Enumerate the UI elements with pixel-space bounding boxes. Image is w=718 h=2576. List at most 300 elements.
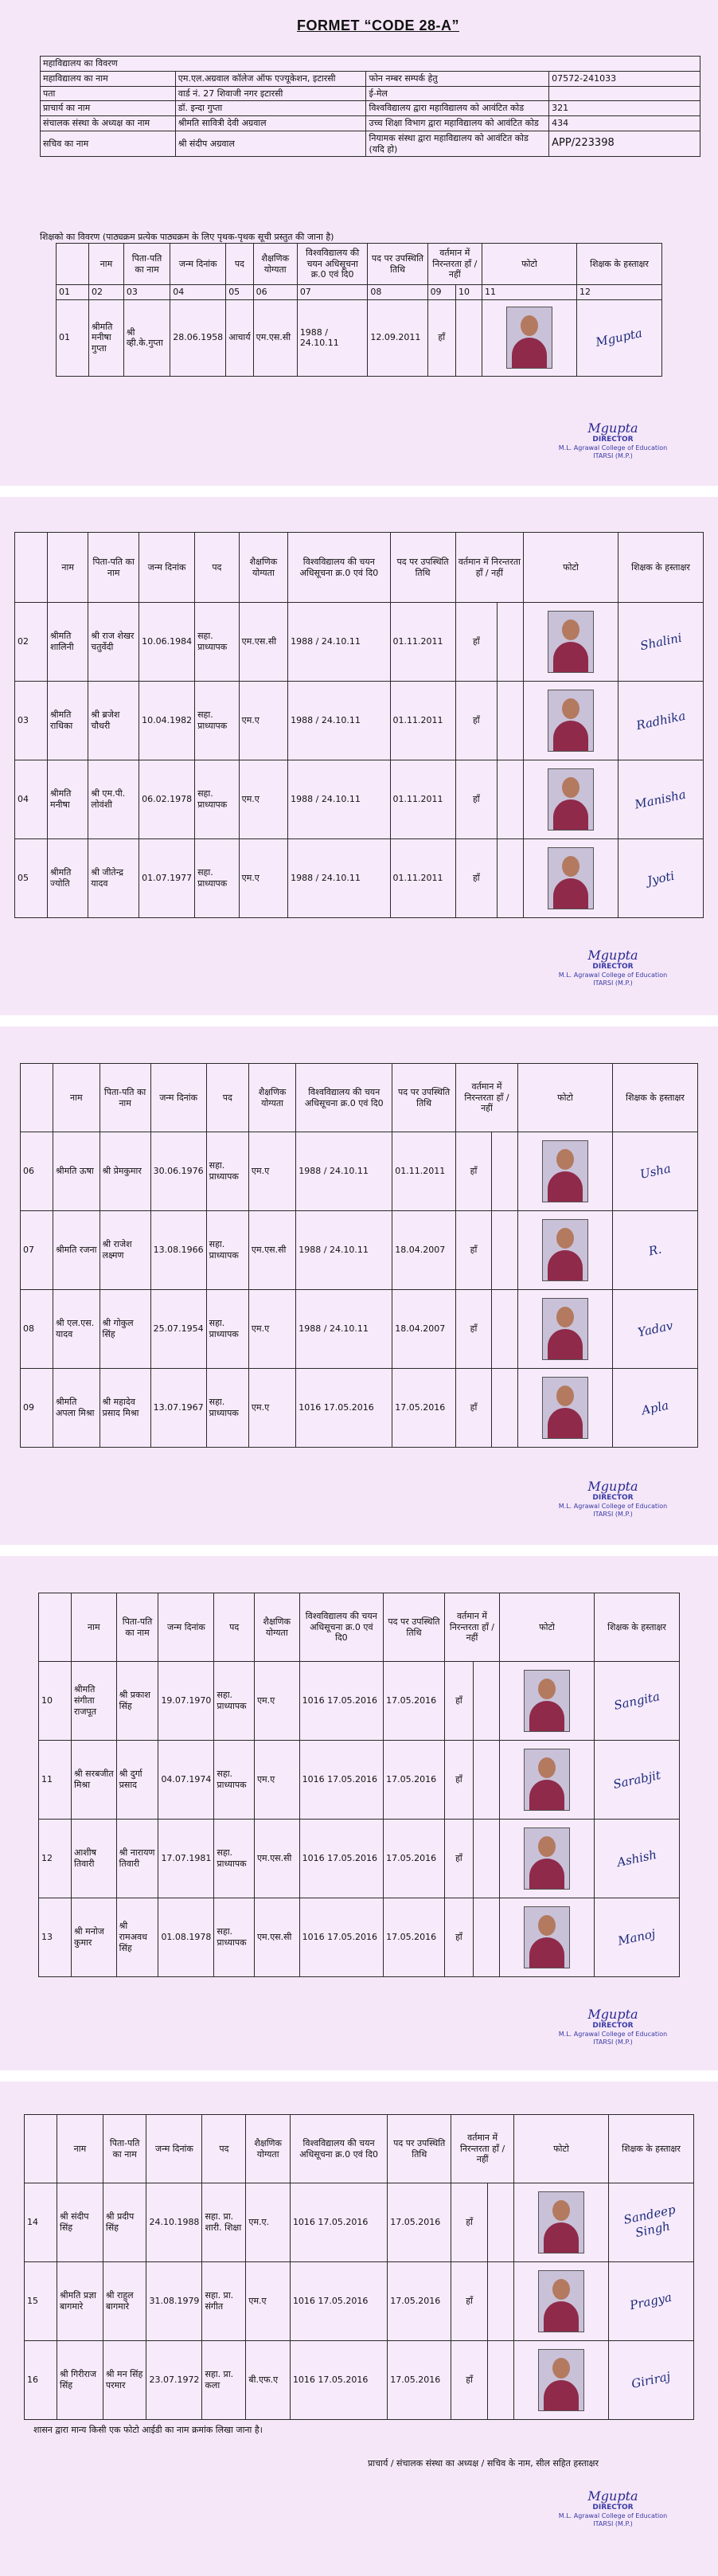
header-join: पद पर उपस्थिति तिथि [390,533,455,603]
cell-approval: 1016 17.05.2016 [299,1662,384,1741]
header-post: पद [206,1064,248,1132]
cell-join: 17.05.2016 [388,2262,451,2341]
cell-approval: 1016 17.05.2016 [299,1898,384,1977]
teacher-photo [538,2191,584,2254]
cell-status: हाँ [444,1898,473,1977]
cell-status: हाँ [444,1662,473,1741]
teacher-photo [506,307,552,369]
cell-post: सहा. प्राध्यापक [195,682,240,760]
cell-post: सहा. प्राध्यापक [206,1211,248,1290]
teacher-photo [548,611,594,673]
page-divider [0,486,718,497]
cell-name: श्री संदीप सिंह [57,2183,103,2262]
teacher-photo [538,2349,584,2411]
cell-qual: एम.एस.सी [254,1898,299,1977]
header-continuity: वर्तमान में निरन्तरता हाँ / नहीं [427,244,482,285]
cell-post: सहा. प्रा. कला [202,2341,246,2420]
cell-name: श्रीमति मनीषा गुप्ता [89,299,124,376]
cell-status: हाँ [455,603,497,682]
cell-approval: 1988 / 24.10.11 [296,1290,392,1369]
cell-approval: 1988 / 24.10.11 [296,1211,392,1290]
cell-dob: 19.07.1970 [158,1662,214,1741]
phone-label: फोन नम्बर सम्पर्क हेतु [366,71,549,86]
cell-join: 17.05.2016 [384,1820,445,1898]
teachers-table-page-4 [38,1593,680,1977]
teacher-signature: Sandeep Singh [622,2202,677,2241]
teacher-photo [524,1670,570,1732]
teacher-row [25,2341,694,2420]
cell-approval: 1988 / 24.10.11 [297,299,368,376]
cell-father: श्री राहुल बागमारे [103,2262,146,2341]
dept-code-value: 434 [549,116,700,131]
column-number: 05 [226,285,253,300]
principal-label: प्राचार्य का नाम [41,101,176,116]
teacher-signature: R. [647,1241,663,1259]
cell-blank [492,1132,518,1211]
cell-approval: 1016 17.05.2016 [299,1820,384,1898]
header-name: नाम [48,533,88,603]
cell-blank [474,1662,500,1741]
cell-photo [518,1211,613,1290]
header-father: पिता-पति का नाम [123,244,170,285]
stamp-designation: DIRECTOR [592,2022,634,2031]
teacher-row [25,2183,694,2262]
cell-post: सहा. प्राध्यापक [195,760,240,839]
column-number: 06 [253,285,297,300]
footer-sign-caption: प्राचार्य / संचालक संस्था का अध्यक्ष / सचिव के नाम, सील सहित हस्ताक्षर [368,2458,599,2469]
reg-code-label: नियामक संस्था द्वारा महाविद्यालय को आवंटित कोड (यदि हो) [366,131,549,157]
column-number: 11 [482,285,577,300]
cell-blank [488,2183,514,2262]
cell-signature [595,1741,680,1820]
stamp-place: ITARSI (M.P.) [593,1510,633,1518]
column-number: 02 [89,285,124,300]
cell-post: सहा. प्रा. शारी. शिक्षा [202,2183,246,2262]
cell-father: श्री नारायण तिवारी [116,1820,158,1898]
cell-join: 17.05.2016 [388,2341,451,2420]
cell-approval: 1988 / 24.10.11 [288,760,390,839]
secretary-value: श्री संदीप अग्रवाल [175,131,366,157]
cell-name: श्री सरबजीत मिश्रा [72,1741,117,1820]
director-stamp [557,2007,669,2046]
cell-signature [595,1820,680,1898]
cell-photo [524,603,618,682]
stamp-signature: Mgupta [587,948,638,963]
cell-dob: 31.08.1979 [146,2262,202,2341]
teacher-signature: Usha [638,1160,672,1182]
teachers-table-page-2 [14,532,704,918]
cell-approval: 1988 / 24.10.11 [288,839,390,918]
univ-code-value: 321 [549,101,700,116]
cell-photo [500,1898,595,1977]
cell-name: श्रीमति रजना [53,1211,100,1290]
cell-status: हाँ [444,1741,473,1820]
header-sign: शिक्षक के हस्ताक्षर [577,244,662,285]
cell-qual: एम.एस.सी [253,299,297,376]
teachers-table-page-3 [20,1063,698,1448]
stamp-signature: Mgupta [587,420,638,436]
header-father: पिता-पति का नाम [103,2115,146,2183]
teacher-row [25,2262,694,2341]
teacher-signature: Manoj [616,1925,658,1949]
cell-dob: 01.08.1978 [158,1898,214,1977]
teacher-photo [542,1377,588,1439]
director-stamp [557,948,669,987]
cell-dob: 13.08.1966 [150,1211,206,1290]
cell-father: श्री मन सिंह परमार [103,2341,146,2420]
cell-father: श्री एम.पी. लोवंशी [88,760,139,839]
teacher-photo [542,1140,588,1202]
column-number: 10 [456,285,482,300]
cell-approval: 1016 17.05.2016 [299,1741,384,1820]
teacher-photo [542,1298,588,1360]
header-post: पद [226,244,253,285]
cell-dob: 30.06.1976 [150,1132,206,1211]
column-number: 07 [297,285,368,300]
cell-photo [514,2341,609,2420]
cell-post: सहा. प्राध्यापक [214,1898,255,1977]
cell-name: श्री गिरीराज सिंह [57,2341,103,2420]
cell-signature [609,2183,694,2262]
teacher-photo [524,1827,570,1890]
cell-name: श्रीमति अपला मिश्रा [53,1369,100,1448]
header-qual: शैक्षणिक योग्यता [254,1593,299,1662]
teacher-photo [548,690,594,752]
teacher-row [15,603,704,682]
cell-signature [618,682,704,760]
college-name-label: महाविद्यालय का नाम [41,71,176,86]
header-name: नाम [72,1593,117,1662]
email-value [549,86,700,101]
cell-father: श्री प्रकाश सिंह [116,1662,158,1741]
univ-code-label: विश्वविद्यालय द्वारा महाविद्यालय को आवंटित कोड [366,101,549,116]
reg-code-value: APP/223398 [549,131,700,157]
cell-approval: 1016 17.05.2016 [290,2183,387,2262]
teacher-signature: Manisha [634,787,688,812]
header-serial [39,1593,72,1662]
teacher-signature: Sarabjit [611,1767,662,1792]
teacher-photo [524,1749,570,1811]
cell-blank [498,682,524,760]
cell-post: सहा. प्राध्यापक [195,603,240,682]
cell-status: हाँ [427,299,455,376]
cell-name: श्री एल.एस. यादव [53,1290,100,1369]
header-qual: शैक्षणिक योग्यता [253,244,297,285]
teachers-table-page-1 [56,243,662,377]
cell-post: सहा. प्राध्यापक [214,1820,255,1898]
cell-signature [613,1132,698,1211]
stamp-place: ITARSI (M.P.) [593,2519,633,2527]
cell-qual: एम.ए [254,1741,299,1820]
cell-photo [482,299,577,376]
cell-sn: 07 [21,1211,53,1290]
cell-name: श्रीमति संगीता राजपूत [72,1662,117,1741]
cell-sn: 11 [39,1741,72,1820]
cell-signature [613,1290,698,1369]
header-approval: विश्वविद्यालय की चयन अधिसूचना क्र.0 एवं दि0 [290,2115,387,2183]
director-stamp [557,1479,669,1518]
cell-name: श्रीमति शालिनी [48,603,88,682]
director-stamp [557,420,669,459]
stamp-college: M.L. Agrawal College of Education [558,444,668,451]
college-section-label: महाविद्यालय का विवरण [41,57,700,72]
cell-dob: 10.04.1982 [139,682,195,760]
cell-father: श्री राज शेखर चतुर्वेदी [88,603,139,682]
address-value: वार्ड नं. 27 शिवाजी नगर इटारसी [175,86,366,101]
cell-qual: एम.ए [246,2262,291,2341]
stamp-college: M.L. Agrawal College of Education [558,1502,668,1510]
cell-sn: 08 [21,1290,53,1369]
teacher-photo [542,1219,588,1281]
cell-sn: 01 [57,299,89,376]
cell-status: हाँ [455,760,497,839]
cell-father: श्री गोकुल सिंह [100,1290,150,1369]
cell-father: श्री दुर्गा प्रसाद [116,1741,158,1820]
cell-name: श्रीमति मनीषा [48,760,88,839]
director-stamp [557,2488,669,2527]
teacher-row [21,1369,698,1448]
teacher-photo [538,2270,584,2332]
column-number: 08 [368,285,427,300]
cell-signature [618,603,704,682]
cell-approval: 1016 17.05.2016 [290,2341,387,2420]
cell-blank [498,839,524,918]
cell-sn: 09 [21,1369,53,1448]
teacher-signature: Jyoti [646,868,676,889]
cell-qual: एम.एस.सी [254,1820,299,1898]
cell-post: सहा. प्रा. संगीत [202,2262,246,2341]
cell-sn: 10 [39,1662,72,1741]
stamp-college: M.L. Agrawal College of Education [558,2030,668,2038]
header-approval: विश्वविद्यालय की चयन अधिसूचना क्र.0 एवं दि0 [296,1064,392,1132]
stamp-place: ITARSI (M.P.) [593,2038,633,2046]
cell-blank [498,603,524,682]
stamp-college: M.L. Agrawal College of Education [558,971,668,979]
cell-signature [577,299,662,376]
cell-join: 01.11.2011 [392,1132,456,1211]
cell-blank [492,1290,518,1369]
cell-qual: एम.ए [239,839,288,918]
cell-join: 12.09.2011 [368,299,427,376]
teacher-photo [548,847,594,909]
header-sign: शिक्षक के हस्ताक्षर [618,533,704,603]
college-name-value: एम.एल.अग्रवाल कॉलेज ऑफ एज्यूकेशन, इटारसी [175,71,366,86]
cell-status: हाँ [444,1820,473,1898]
cell-post: सहा. प्राध्यापक [206,1369,248,1448]
chairman-value: श्रीमति सावित्री देवी अग्रवाल [175,116,366,131]
cell-father: श्री ब्रजेश चौधरी [88,682,139,760]
cell-signature [609,2341,694,2420]
header-qual: शैक्षणिक योग्यता [246,2115,291,2183]
cell-sn: 16 [25,2341,57,2420]
cell-photo [524,760,618,839]
column-number: 03 [123,285,170,300]
cell-signature [613,1211,698,1290]
cell-name: श्रीमति ऊषा [53,1132,100,1211]
column-number: 04 [170,285,226,300]
cell-photo [500,1820,595,1898]
header-join: पद पर उपस्थिति तिथि [388,2115,451,2183]
stamp-signature: Mgupta [587,2007,638,2022]
teacher-row [15,839,704,918]
stamp-designation: DIRECTOR [592,2504,634,2512]
cell-blank [492,1369,518,1448]
cell-blank [492,1211,518,1290]
cell-qual: एम.ए [248,1290,295,1369]
teacher-signature: Sangita [612,1688,661,1713]
teachers-table-page-5 [24,2114,694,2420]
column-number: 12 [577,285,662,300]
cell-blank [456,299,482,376]
cell-photo [518,1290,613,1369]
stamp-place: ITARSI (M.P.) [593,979,633,987]
address-label: पता [41,86,176,101]
cell-blank [474,1820,500,1898]
header-join: पद पर उपस्थिति तिथि [392,1064,456,1132]
cell-photo [524,682,618,760]
cell-dob: 10.06.1984 [139,603,195,682]
teacher-signature: Ashish [615,1847,658,1870]
chairman-label: संचालक संस्था के अध्यक्ष का नाम [41,116,176,131]
header-photo: फोटो [500,1593,595,1662]
cell-signature [609,2262,694,2341]
college-details-table [40,56,700,157]
header-qual: शैक्षणिक योग्यता [248,1064,295,1132]
cell-qual: एम.ए [248,1369,295,1448]
cell-sn: 05 [15,839,48,918]
cell-signature [595,1898,680,1977]
cell-dob: 25.07.1954 [150,1290,206,1369]
cell-blank [474,1741,500,1820]
cell-dob: 24.10.1988 [146,2183,202,2262]
cell-join: 18.04.2007 [392,1290,456,1369]
cell-join: 01.11.2011 [390,760,455,839]
stamp-signature: Mgupta [587,2488,638,2504]
cell-name: श्रीमति ज्योति [48,839,88,918]
header-join: पद पर उपस्थिति तिथि [384,1593,445,1662]
cell-qual: एम.एस.सी [239,603,288,682]
cell-join: 17.05.2016 [384,1741,445,1820]
teacher-row [15,760,704,839]
header-dob: जन्म दिनांक [150,1064,206,1132]
header-dob: जन्म दिनांक [146,2115,202,2183]
header-qual: शैक्षणिक योग्यता [239,533,288,603]
header-continuity: वर्तमान में निरन्तरता हाँ / नहीं [455,533,523,603]
teacher-signature: Yadav [636,1318,674,1340]
header-continuity: वर्तमान में निरन्तरता हाँ / नहीं [451,2115,514,2183]
header-sign: शिक्षक के हस्ताक्षर [609,2115,694,2183]
stamp-signature: Mgupta [587,1479,638,1494]
page-divider [0,1545,718,1556]
cell-approval: 1016 17.05.2016 [296,1369,392,1448]
cell-blank [498,760,524,839]
header-approval: विश्वविद्यालय की चयन अधिसूचना क्र.0 एवं दि0 [297,244,368,285]
page-divider [0,2070,718,2082]
cell-photo [514,2183,609,2262]
stamp-designation: DIRECTOR [592,963,634,971]
teacher-row [39,1741,680,1820]
cell-sn: 03 [15,682,48,760]
cell-join: 17.05.2016 [388,2183,451,2262]
header-father: पिता-पति का नाम [88,533,139,603]
cell-post: आचार्य [226,299,253,376]
page-divider [0,1015,718,1026]
cell-signature [618,839,704,918]
teacher-signature: Apla [640,1397,670,1417]
cell-join: 17.05.2016 [384,1662,445,1741]
stamp-designation: DIRECTOR [592,1494,634,1503]
cell-join: 01.11.2011 [390,682,455,760]
header-serial [21,1064,53,1132]
header-name: नाम [57,2115,103,2183]
cell-name: आशीष तिवारी [72,1820,117,1898]
cell-photo [500,1741,595,1820]
teacher-row [21,1211,698,1290]
cell-approval: 1988 / 24.10.11 [288,682,390,760]
header-post: पद [202,2115,246,2183]
teacher-row [21,1290,698,1369]
cell-status: हाँ [451,2262,488,2341]
teacher-photo [524,1906,570,1968]
cell-father: श्री राजेश लक्ष्मण [100,1211,150,1290]
cell-photo [514,2262,609,2341]
cell-post: सहा. प्राध्यापक [195,839,240,918]
cell-signature [613,1369,698,1448]
header-join: पद पर उपस्थिति तिथि [368,244,427,285]
teacher-signature: Giriraj [630,2368,673,2391]
header-serial [25,2115,57,2183]
cell-dob: 13.07.1967 [150,1369,206,1448]
cell-status: हाँ [455,1290,491,1369]
cell-photo [524,839,618,918]
cell-status: हाँ [455,839,497,918]
header-post: पद [214,1593,255,1662]
secretary-label: सचिव का नाम [41,131,176,157]
teacher-signature: Mgupta [595,325,644,350]
cell-father: श्री प्रेमकुमार [100,1132,150,1211]
cell-dob: 06.02.1978 [139,760,195,839]
cell-photo [500,1662,595,1741]
cell-father: श्री महादेव प्रसाद मिश्रा [100,1369,150,1448]
teacher-row [39,1820,680,1898]
cell-post: सहा. प्राध्यापक [214,1741,255,1820]
cell-status: हाँ [451,2341,488,2420]
header-serial [15,533,48,603]
stamp-place: ITARSI (M.P.) [593,451,633,459]
cell-qual: एम.ए [239,682,288,760]
header-photo: फोटो [482,244,577,285]
header-sign: शिक्षक के हस्ताक्षर [595,1593,680,1662]
cell-dob: 04.07.1974 [158,1741,214,1820]
cell-qual: एम.ए [248,1132,295,1211]
cell-dob: 28.06.1958 [170,299,226,376]
teacher-signature: Pragya [629,2289,673,2312]
cell-sn: 13 [39,1898,72,1977]
header-continuity: वर्तमान में निरन्तरता हाँ / नहीं [455,1064,517,1132]
header-photo: फोटो [514,2115,609,2183]
cell-signature [595,1662,680,1741]
cell-father: श्री प्रदीप सिंह [103,2183,146,2262]
cell-approval: 1988 / 24.10.11 [296,1132,392,1211]
cell-father: श्री रामअवध सिंह [116,1898,158,1977]
cell-qual: एम.ए [254,1662,299,1741]
cell-qual: बी.एफ.ए [246,2341,291,2420]
cell-name: श्री मनोज कुमार [72,1898,117,1977]
cell-sn: 06 [21,1132,53,1211]
stamp-college: M.L. Agrawal College of Education [558,2512,668,2519]
cell-status: हाँ [455,1369,491,1448]
cell-join: 01.11.2011 [390,839,455,918]
